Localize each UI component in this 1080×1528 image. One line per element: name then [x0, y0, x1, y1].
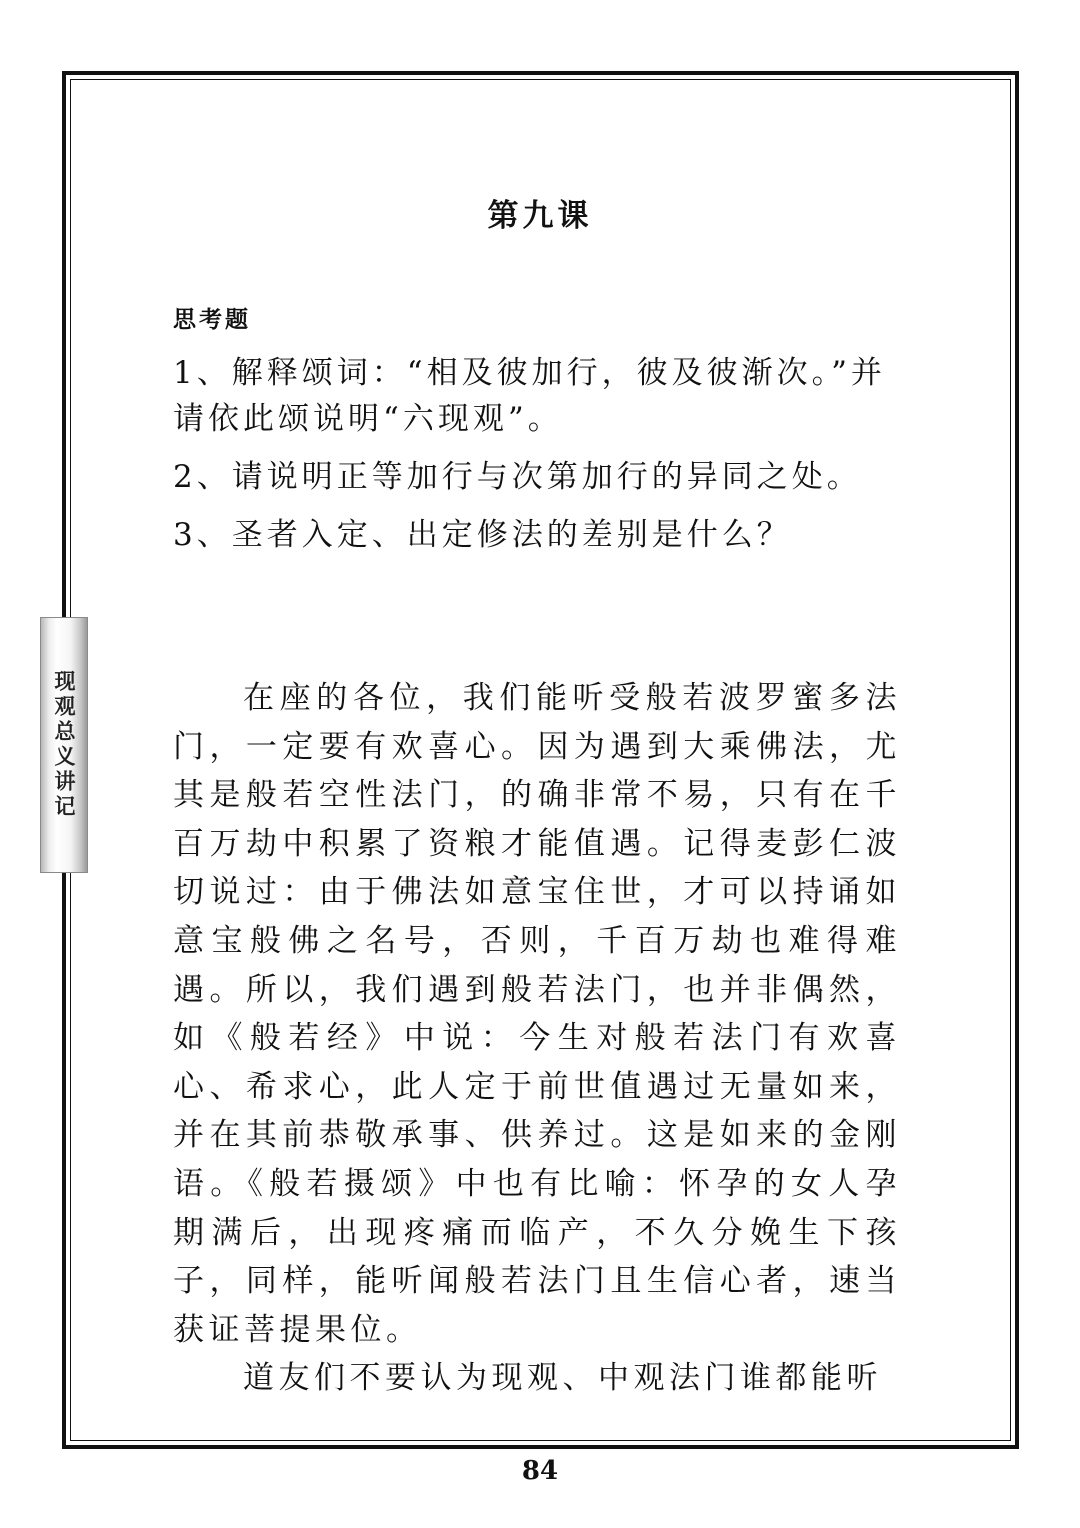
lesson-title: 第九课	[487, 198, 593, 234]
questions-heading: 思考题	[173, 307, 251, 333]
page-number: 84	[521, 1456, 559, 1486]
body-paragraph-1: 在座的各位，我们能听受般若波罗蜜多法门，一定要有欢喜心。因为遇到大乘佛法，尤其是般若空性法门，的确非常不易，只有在千百万劫中积累了资粮才能值遇。记得麦彭仁波切说过：由于佛法如意宝住世，才可以持诵如意宝般佛之名号，否则，千百万劫也难得难遇。所以，我们遇到般若法门，也并非偶然，如《般若经》中说：今生对般若法门有欢喜心、希求心，此人定于前世值遇过无量如来，并在其前恭敬承事、供养过。这是如来的金刚语。《般若摄颂》中也有比喻：怀孕的女人孕期满后，出现疼痛而临产，不久分娩生下孩子，同样，能听闻般若法门且生信心者，速当获证菩提果位。	[173, 680, 901, 1348]
questions-list	[173, 350, 903, 558]
side-tab-label: 现观总义讲记	[52, 670, 76, 820]
side-chapter-tab	[40, 617, 88, 873]
question-item-3: 3、圣者入定、出定修法的差别是什么？	[173, 517, 792, 553]
body-text	[173, 674, 901, 1403]
question-item-2: 2、请说明正等加行与次第加行的异同之处。	[173, 459, 862, 495]
body-paragraph-2: 道友们不要认为现观、中观法门谁都能听	[243, 1360, 882, 1397]
questions-section	[173, 300, 903, 570]
question-item-1: 1、解释颂词：“相及彼加行，彼及彼渐次。”并请依此颂说明“六现观”。	[173, 355, 886, 437]
